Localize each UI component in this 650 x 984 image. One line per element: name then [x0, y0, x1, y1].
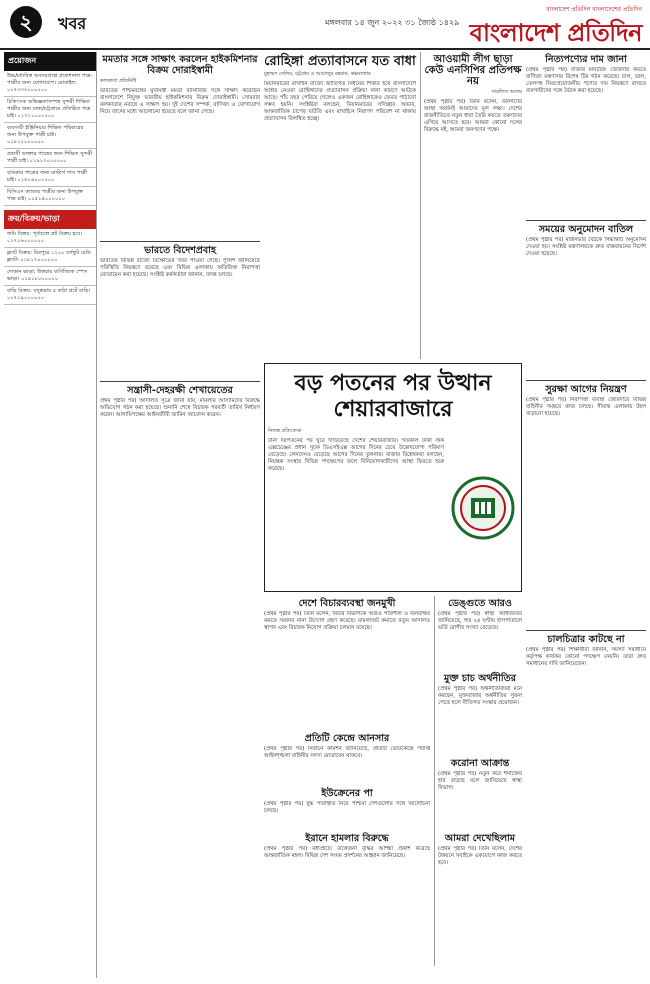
article-dengu: (প্রথম পৃষ্ঠার পর) স্বাস্থ্য অধিদফতর জানিয়েছে, গত ২৪ ঘণ্টায় হাসপাতালে ভর্তি রোগীর সংখ্যা বেড়েছে।: [438, 611, 522, 632]
classifieds-header: প্রয়োজন: [4, 52, 96, 71]
classified-ad: ব্যবসায়ী ইঞ্জিনিয়ার শিক্ষিত পরিবারের জন্য উপযুক্ত পাত্রী চাই। ০১৮১২০০০০০০: [4, 123, 96, 149]
headline-nitya[interactable]: নিত্যপণ্যের দাম জানা: [545, 54, 627, 65]
byline-rohingya: মুহাম্মদ সেলিম, চট্টগ্রাম ও আয়াজুর রহমান, কক্সবাজার: [264, 71, 371, 77]
classified-ad: জমি বিক্রয়: পূর্বাচলে প্লট বিক্রয় হবে। ০১৭১৬০০০০০০: [4, 229, 96, 248]
classified-ad: বাড়ি বিক্রয়: বসুন্ধরায় ৫ কাঠা প্লটে বাড়ি। ০১৭১৯০০০০০০: [4, 286, 96, 305]
article-korona: (প্রথম পৃষ্ঠার পর) নতুন করে শনাক্তের হার বাড়ছে বলে জানিয়েছে স্বাস্থ্য বিভাগ।: [438, 771, 522, 792]
article-mamtaz: ভারতের পশ্চিমবঙ্গের মুখ্যমন্ত্রী মমতা ব্যানার্জির সঙ্গে সাক্ষাৎ করেছেন বাংলাদেশে নিযুক্ত ভারতীয় হাইকমিশনার বিক্রম দোরাইস্বামী। সোমবার কলকাতার নবান্নে এ সাক্ষাৎ হয়। দুই দেশের সম্পর্ক, বাণিজ্য ও যোগাযোগ নিয়ে তাদের মধ্যে আলোচনা হয়েছে বলে জানা গেছে।: [100, 88, 260, 116]
classified-ad: দোকান ভাড়া: উত্তরায় বাণিজ্যিক স্পেস ভাড়া। ০১৯১৮০০০০০০: [4, 267, 96, 286]
classified-ad: প্রবাসী ডাক্তার পাত্রের জন্য শিক্ষিত সুন্দরী পাত্রী চাই। ০১৯১৩০০০০০০: [4, 149, 96, 168]
headline-amra[interactable]: আমরা দেখেছিলাম: [444, 833, 516, 844]
brand-logo[interactable]: [470, 4, 642, 55]
classified-ad: ফ্ল্যাট বিক্রয়: মিরপুরে ১২০০ বর্গফুট রেডি ফ্ল্যাট। ০১৮১৭০০০০০০: [4, 248, 96, 267]
headline-ukrainepa[interactable]: ইউক্রেনের পা: [321, 788, 373, 799]
article-rohingya: মিয়ানমারের রাখাইন রাজ্যে জাতিগত নিধনের শিকার হয়ে বাংলাদেশে আশ্রয় নেওয়া রোহিঙ্গাদের প্রত্যাবাসন প্রক্রিয়া নানা কারণে আটকে আছে। পাঁচ বছর পেরিয়ে গেলেও একজন রোহিঙ্গাকেও ফেরত পাঠানো সম্ভব হয়নি। সংশ্লিষ্টরা বলছেন, মিয়ানমারের সদিচ্ছার অভাব, আন্তর্জাতিক চাপের ঘাটতি এবং রাখাইনে নিরাপদ পরিবেশ না থাকায় প্রত্যাবাসন বিলম্বিত হচ্ছে।: [264, 81, 416, 123]
headline-chalchitra[interactable]: চালচিত্রার কাটছে না: [547, 634, 625, 645]
headline-bichar[interactable]: দেশে বিচারব্যবস্থা জনমুখী: [298, 598, 396, 609]
headline-rohingya[interactable]: রোহিঙ্গা প্রত্যাবাসনে যত বাধা: [264, 54, 416, 69]
column-2: [100, 52, 260, 978]
share-market-box: [264, 363, 522, 592]
column-4: [526, 52, 646, 978]
article-chalchitra: (প্রথম পৃষ্ঠার পর) শিক্ষার্থীরা জানান, সমস্যা সমাধানে কর্তৃপক্ষ কার্যকর কোনো পদক্ষেপ নেয়নি। তারা দ্রুত সমাধানের দাবি জানিয়েছেন।: [526, 647, 646, 668]
article-shahjahan: প্রথম পৃষ্ঠার পর) আদালত সূত্রে জানা যায়, মামলার আসামিদের বিরুদ্ধে অভিযোগ গঠন করা হয়েছে। শুনানি শেষে বিচারক পরবর্তী তারিখ নির্ধারণ করেন। আসামিপক্ষের আইনজীবী জামিন আবেদন করেন।: [100, 398, 260, 419]
date-line: মঙ্গলবার ১৪ জুন ২০২২ ৩১ জ্যৈষ্ঠ ১৪২৯: [325, 18, 460, 27]
classifieds-list: [4, 71, 96, 206]
section-label: খবর: [58, 14, 87, 33]
divider: [526, 630, 646, 631]
brand-name: বাংলাদেশ প্রতিদিন: [469, 18, 642, 47]
headline-bharat[interactable]: ভারতে বিদেশপ্রবাহ: [144, 245, 216, 256]
article-amra: (প্রথম পৃষ্ঠার পর) তিনি বলেন, দেশের উন্নয়নে সবাইকে একযোগে কাজ করতে হবে।: [438, 846, 522, 867]
headline-mukto[interactable]: মুক্ত চাচ অর্থনীতির: [444, 673, 516, 684]
headline-shomoy[interactable]: সময়ের অনুমোদন বাতিল: [538, 224, 634, 235]
headline-shahjahan[interactable]: সন্ত্রাসী-দেহরক্ষী শেখায়েতের: [127, 385, 233, 396]
classifieds-list-2: [4, 229, 96, 305]
divider: [100, 241, 260, 242]
article-mukto: (প্রথম পৃষ্ঠার পর) অর্থনীতিবিদরা মনে করছেন, মুক্তবাজার অর্থনীতির সুফল পেতে হলে নীতিগত সংস্কার প্রয়োজন।: [438, 686, 522, 707]
headline-share[interactable]: বড় পতনের পর উত্থান শেয়ারবাজারে: [294, 371, 492, 422]
article-uposthiti: (প্রথম পৃষ্ঠার পর) নির্বাচন কমিশন জানিয়েছে, প্রতিটি ভোটকেন্দ্রে পর্যাপ্ত আইনশৃঙ্খলা বাহিনীর সদস্য মোতায়েন থাকবে।: [264, 746, 430, 760]
byline-share: নিজস্ব প্রতিবেদক: [268, 428, 302, 434]
byline-mamtaz: কলকাতা প্রতিনিধি: [100, 78, 137, 84]
dse-logo-icon: [451, 476, 515, 540]
classified-ad: ব্যাংকার পাত্রের জন্য মাস্টার্স পাস পাত্রী চাই। ০১৬১৪০০০০০০: [4, 168, 96, 187]
article-awami: (প্রথম পৃষ্ঠার পর) তিনি বলেন, জনগণের আস্থা অর্জনই আমাদের মূল লক্ষ্য। দেশের রাজনীতিতে নতুন ধারা তৈরি করতে তরুণদের এগিয়ে আসতে হবে। আমরা কোনো দলের বিরুদ্ধে নই, আমরা জনগণের পক্ষে।: [423, 99, 522, 134]
classified-ad: চিকিৎসক অভিজ্ঞতাসম্পন্ন সুন্দরী শিক্ষিত পাত্রীর জন্য ঢাকা/চট্টগ্রামে প্রতিষ্ঠিত পাত্র চাই। ০১৭১১০০০০০০: [4, 97, 96, 123]
article-shomoy: (প্রথম পৃষ্ঠার পর) মন্ত্রিসভার বৈঠকে সিদ্ধান্তটি অনুমোদন দেওয়া হয়। সংশ্লিষ্ট মন্ত্রণালয়কে দ্রুত বাস্তবায়নের নির্দেশ দেওয়া হয়েছে।: [526, 237, 646, 258]
headline-uposthiti[interactable]: প্রতিটি কেন্দ্রে আনসার: [304, 733, 390, 744]
article-suraksha: (প্রথম পৃষ্ঠার পর) নিরাপত্তা ব্যবস্থা জোরদারে বিভিন্ন বাহিনীর সমন্বয়ে কাজ চলছে। সীমান্ত এলাকায় টহল বাড়ানো হয়েছে।: [526, 397, 646, 418]
headline-dengu[interactable]: ডেঙ্গুতে আরও: [448, 598, 512, 609]
dse-logo: [448, 431, 518, 584]
page-number: ২: [10, 6, 42, 38]
divider: [526, 380, 646, 381]
article-share: টানা দরপতনের পর ঘুরে দাঁড়িয়েছে দেশের শেয়ারবাজার। গতকাল ঢাকা স্টক এক্সচেঞ্জের প্রধান সূচক ডিএসইএক্স আগের দিনের চেয়ে উল্লেখযোগ্য পরিমাণ বেড়েছে। লেনদেনও বেড়েছে আগের দিনের তুলনায়। বাজার বিশ্লেষকরা বলছেন, নিয়ন্ত্রক সংস্থার বিভিন্ন পদক্ষেপের ফলে বিনিয়োগকারীদের আস্থা ফিরতে শুরু করেছে।: [268, 438, 444, 473]
divider: [100, 381, 260, 382]
masthead: [0, 0, 650, 50]
article-bharat: ভারতের বিভিন্ন রাজ্যে বিক্ষোভের খবর পাওয়া গেছে। পুলিশ জানিয়েছে পরিস্থিতি নিয়ন্ত্রণে রয়েছে এবং বিভিন্ন এলাকায় অতিরিক্ত নিরাপত্তা মোতায়েন করা হয়েছে। সংশ্লিষ্ট কর্মকর্তারা জানান, তদন্ত চলছে।: [100, 258, 260, 279]
column-3: [264, 52, 522, 978]
classifieds-header-2: ক্রয়/বিক্রয়/ভাড়া: [4, 210, 96, 229]
classifieds-column: [4, 52, 97, 978]
classified-ad: উচ্চ/মধ্যবিত্ত অবসরপ্রাপ্ত প্রফেশনাল পাত্র-পাত্রীর জন্য যোগাযোগ। মোবাইল: ০১৭৩৩৩০০০০০০: [4, 71, 96, 97]
byline-awami: সারজিস আলম: [491, 89, 522, 95]
headline-korona[interactable]: করোনা আক্রান্ত: [450, 758, 510, 769]
headline-suraksha[interactable]: সুরক্ষা আগের নিয়ন্ত্রণ: [545, 384, 627, 395]
headline-mamtaz[interactable]: মমতার সঙ্গে সাক্ষাৎ করলেন হাইকমিশনার বিক্রম দোরাইস্বামী: [102, 54, 258, 76]
headline-awami[interactable]: আওয়ামী লীগ ছাড়া কেউ এনসিপির প্রতিপক্ষ নয়: [424, 54, 522, 87]
brand-tagline: বাংলাদেশ প্রতিদিন বাংলাদেশের প্রতিদিন: [546, 6, 642, 13]
article-nitya: (প্রথম পৃষ্ঠার পর) বাজার মনিটরিং জোরদার করতে বাণিজ্য মন্ত্রণালয় বিশেষ টিম গঠন করেছে। চাল, ডাল, তেলসহ নিত্যপ্রয়োজনীয় পণ্যের দাম নিয়ন্ত্রণে রাখতে ব্যবসায়ীদের সঙ্গে বৈঠক করা হয়েছে।: [526, 67, 646, 95]
divider: [526, 220, 646, 221]
classified-ad: বিসিএস ক্যাডার পাত্রীর জন্য উপযুক্ত পাত্র চাই। ০১৫১৫০০০০০০: [4, 187, 96, 206]
article-bichar: (প্রথম পৃষ্ঠার পর) তিনি বলেন, বিচার বিভাগকে আরও গতিশীল ও জনবান্ধব করতে সরকার নানা উদ্যোগ গ্রহণ করেছে। মামলাজট কমাতে নতুন আদালত স্থাপন এবং বিচারক নিয়োগ প্রক্রিয়া চলমান রয়েছে।: [264, 611, 430, 632]
article-israel: (প্রথম পৃষ্ঠার পর) মধ্যপ্রাচ্যে উত্তেজনা বৃদ্ধির আশঙ্কা প্রকাশ করেছে আন্তর্জাতিক মহল। বিভিন্ন দেশ সংযম প্রদর্শনের আহ্বান জানিয়েছে।: [264, 846, 430, 860]
headline-israel[interactable]: ইরানে হামলার বিরুদ্ধে: [305, 833, 389, 844]
article-ukrainepa: (প্রথম পৃষ্ঠার পর) যুদ্ধ পরিস্থিতি নিয়ে পশ্চিমা দেশগুলোর সঙ্গে আলোচনা চলছে।: [264, 801, 430, 815]
